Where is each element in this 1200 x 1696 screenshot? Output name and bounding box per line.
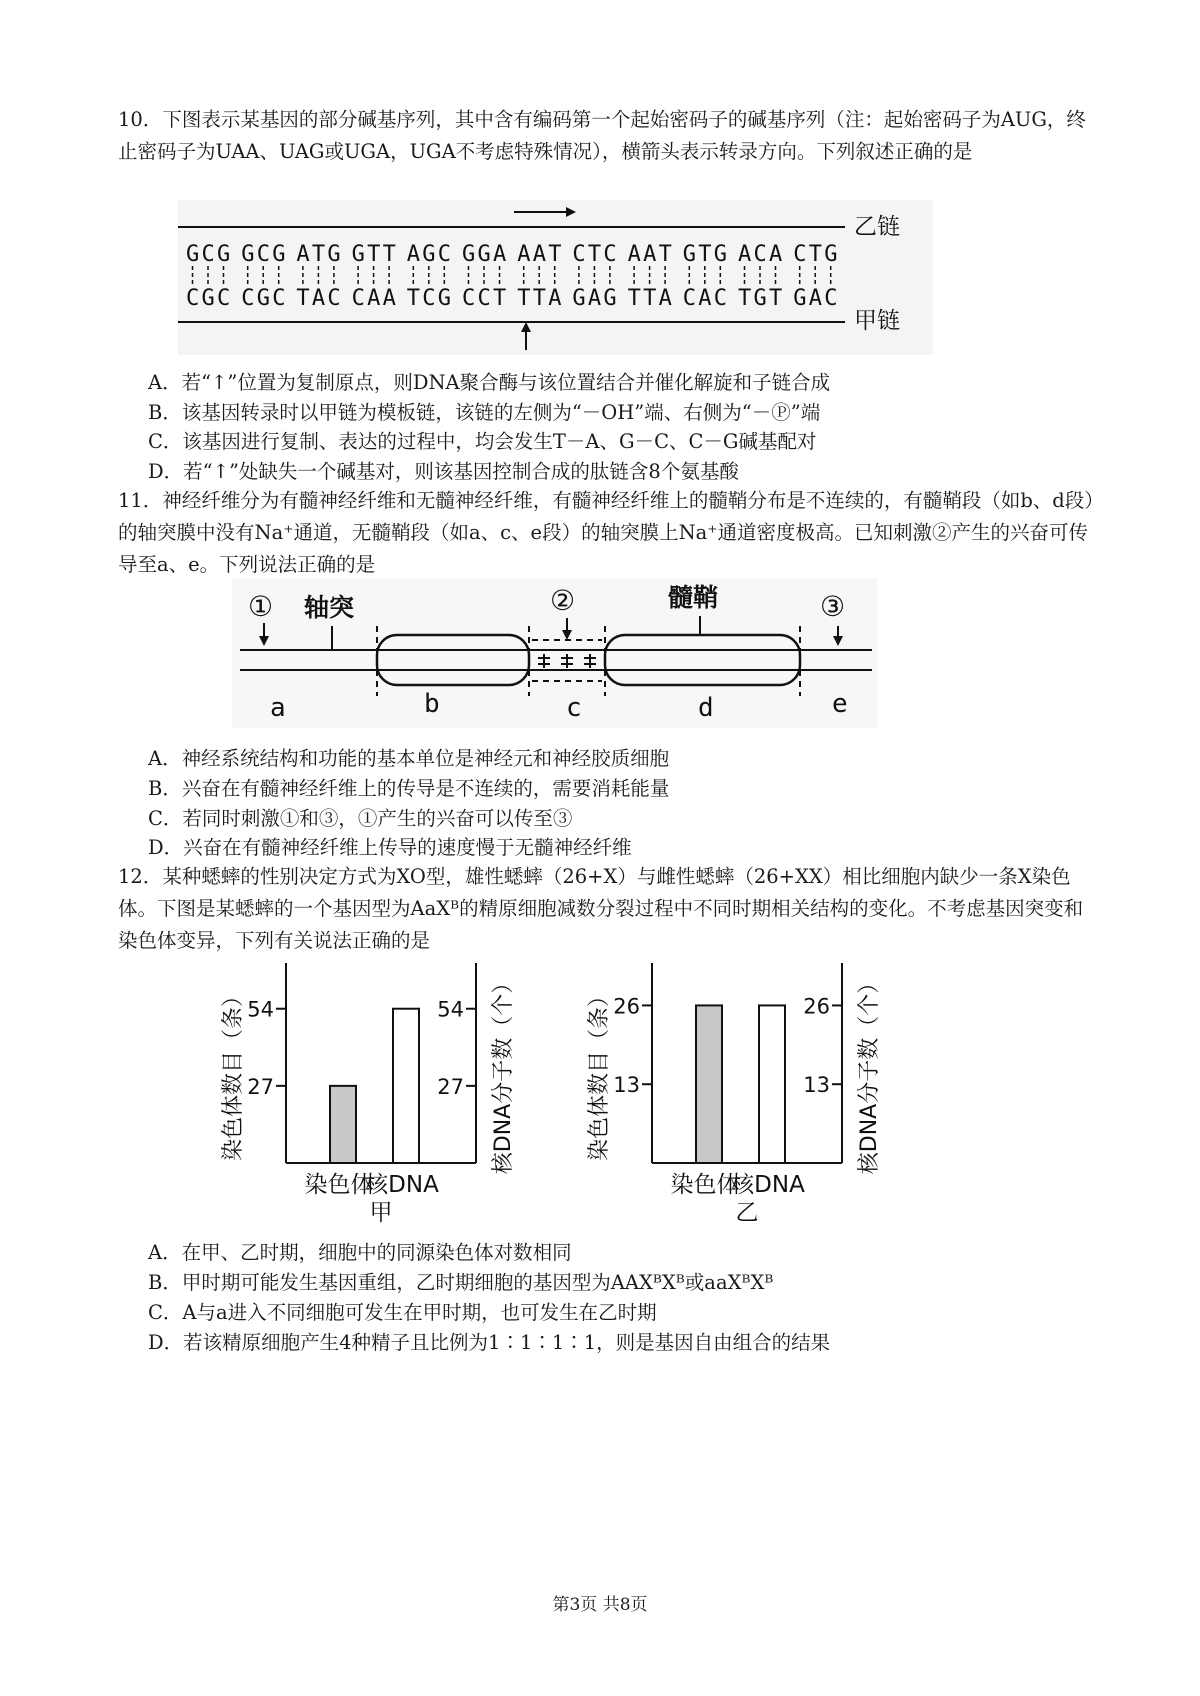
tick-label-left: 27: [247, 1074, 274, 1099]
base-top: G: [682, 242, 697, 267]
base-top: C: [572, 242, 586, 267]
base-top: C: [437, 242, 452, 267]
y-label-right: 核DNA分子数（个）: [857, 971, 882, 1175]
base-top: A: [493, 242, 507, 267]
bar-0: [696, 1005, 722, 1163]
q10-option-b[interactable]: B．该基因转录时以甲链为模板链，该链的左侧为“－OH”端、右侧为“－Ⓟ”端: [148, 401, 821, 424]
base-top: T: [658, 242, 672, 267]
base-top: G: [241, 242, 255, 267]
bar-1: [759, 1005, 785, 1163]
category-label: 染色体: [304, 1172, 374, 1198]
base-bottom: G: [201, 286, 215, 311]
base-bottom: C: [824, 286, 838, 311]
base-bottom: C: [327, 286, 341, 311]
base-top: T: [808, 242, 822, 267]
base-top: A: [738, 242, 752, 267]
bottom-strand-label: 甲链: [854, 308, 900, 334]
q10-option-d[interactable]: D．若“↑”处缺失一个碱基对，则该基因控制合成的肽链含8个氨基酸: [148, 460, 739, 483]
bar-0: [330, 1086, 356, 1163]
bar-1: [393, 1009, 419, 1163]
base-top: A: [643, 242, 657, 267]
base-top: T: [382, 242, 396, 267]
segment-b-label: b: [424, 689, 440, 719]
base-bottom: A: [698, 286, 712, 311]
base-top: G: [327, 242, 341, 267]
category-label: 核DNA: [365, 1172, 439, 1198]
base-top: G: [186, 242, 200, 267]
base-top: G: [217, 242, 231, 267]
base-bottom: G: [793, 286, 807, 311]
q11-option-c[interactable]: C．若同时刺激①和③，①产生的兴奋可以传至③: [148, 807, 573, 830]
base-bottom: A: [367, 286, 381, 311]
base-bottom: C: [217, 286, 231, 311]
base-top: G: [422, 242, 436, 267]
base-bottom: C: [713, 286, 728, 311]
tick-label-right: 26: [803, 994, 830, 1019]
base-bottom: G: [753, 286, 767, 311]
q12-option-b[interactable]: B．甲时期可能发生基因重组，乙时期细胞的基因型为AAXᴮXᴮ或aaXᴮXᴮ: [148, 1271, 774, 1294]
base-bottom: C: [241, 286, 255, 311]
tick-label-left: 54: [247, 997, 274, 1022]
base-bottom: T: [296, 286, 310, 311]
q12-stem: 12．某种蟋蟀的性别决定方式为XO型，雄性蟋蟀（26+X）与雌性蟋蟀（26+XX）相比细胞内缺少一条X染色体。下图是某蟋蟀的一个基因型为AaXᴮ的精原细胞减数分裂过程中不同时期相关结构的变化。不考虑基因突变和染色体变异，下列有关说法正确的是: [118, 865, 1084, 952]
base-top: A: [769, 242, 783, 267]
base-bottom: G: [572, 286, 586, 311]
base-top: A: [517, 242, 531, 267]
base-top: T: [367, 242, 381, 267]
q12-option-d[interactable]: D．若该精原细胞产生4种精子且比例为1∶1∶1∶1，则是基因自由组合的结果: [148, 1331, 831, 1354]
base-bottom: G: [437, 286, 452, 311]
base-bottom: C: [477, 286, 491, 311]
q10-option-a[interactable]: A．若“↑”位置为复制原点，则DNA聚合酶与该位置结合并催化解旋和子链合成: [148, 371, 831, 394]
base-bottom: C: [186, 286, 200, 311]
base-top: A: [627, 242, 641, 267]
base-bottom: G: [603, 286, 617, 311]
base-top: C: [256, 242, 270, 267]
segment-a-label: a: [270, 693, 286, 723]
chart-title: 甲: [369, 1200, 393, 1226]
category-label: 染色体: [670, 1172, 740, 1198]
page-footer: 第3页 共8页: [552, 1595, 648, 1615]
stim-2-label: ②: [550, 584, 576, 617]
base-top: A: [296, 242, 310, 267]
stim-1-label: ①: [248, 590, 274, 623]
base-top: G: [351, 242, 365, 267]
q10-option-c[interactable]: C．该基因进行复制、表达的过程中，均会发生T－A、G－C、C－G碱基配对: [148, 430, 817, 453]
q11-option-a[interactable]: A．神经系统结构和功能的基本单位是神经元和神经胶质细胞: [148, 747, 670, 770]
base-bottom: T: [532, 286, 546, 311]
category-label: 核DNA: [731, 1172, 805, 1198]
base-top: C: [201, 242, 215, 267]
y-label-left: 染色体数目（条）: [221, 984, 246, 1162]
y-label-right: 核DNA分子数（个）: [491, 971, 516, 1175]
base-top: T: [698, 242, 712, 267]
base-bottom: T: [769, 286, 783, 311]
base-top: G: [272, 242, 286, 267]
q12-option-c[interactable]: C．A与a进入不同细胞可发生在甲时期，也可发生在乙时期: [148, 1301, 657, 1324]
q11-option-d[interactable]: D．兴奋在有髓神经纤维上传导的速度慢于无髓神经纤维: [148, 836, 632, 859]
base-bottom: C: [272, 286, 286, 311]
chart-yi: [584, 958, 894, 1228]
q11-option-b[interactable]: B．兴奋在有髓神经纤维上的传导是不连续的，需要消耗能量: [148, 777, 670, 800]
base-bottom: A: [658, 286, 672, 311]
q10-stem: 10．下图表示某基因的部分碱基序列，其中含有编码第一个起始密码子的碱基序列（注：起始密码子为AUG，终止密码子为UAA、UAG或UGA，UGA不考虑特殊情况），横箭头表示转录方向。下列叙述正确的是: [118, 108, 1086, 163]
base-top: G: [713, 242, 728, 267]
base-top: G: [462, 242, 476, 267]
base-bottom: T: [643, 286, 657, 311]
axon-label: 轴突: [304, 593, 355, 622]
base-bottom: T: [627, 286, 641, 311]
chart-jia: [218, 958, 528, 1228]
base-bottom: C: [422, 286, 436, 311]
base-top: C: [793, 242, 807, 267]
q12-option-a[interactable]: A．在甲、乙时期，细胞中的同源染色体对数相同: [148, 1241, 572, 1264]
tick-label-left: 26: [613, 994, 640, 1019]
chart-title: 乙: [735, 1200, 759, 1226]
base-top: A: [532, 242, 546, 267]
base-bottom: C: [351, 286, 365, 311]
base-top: A: [406, 242, 421, 267]
base-bottom: C: [462, 286, 476, 311]
tick-label-right: 54: [437, 997, 464, 1022]
base-bottom: A: [382, 286, 396, 311]
base-bottom: T: [738, 286, 752, 311]
base-bottom: A: [548, 286, 562, 311]
segment-d-label: d: [698, 693, 714, 723]
y-label-left: 染色体数目（条）: [587, 984, 612, 1162]
base-top: C: [603, 242, 617, 267]
base-bottom: A: [587, 286, 602, 311]
base-top: G: [824, 242, 838, 267]
q10-dna-figure: [178, 200, 933, 355]
q11-stem: 11．神经纤维分为有髓神经纤维和无髓神经纤维，有髓神经纤维上的髓鞘分布是不连续的，有髓鞘段（如b、d段）的轴突膜中没有Na⁺通道，无髓鞘段（如a、c、e段）的轴突膜上Na⁺通道密度极高。已知刺激②产生的兴奋可传导至a、e。下列说法正确的是: [118, 489, 1095, 576]
base-top: C: [753, 242, 767, 267]
tick-label-right: 27: [437, 1074, 464, 1099]
myelin-label: 髓鞘: [668, 583, 719, 612]
top-strand-label: 乙链: [854, 214, 900, 240]
base-top: T: [548, 242, 562, 267]
base-bottom: T: [406, 286, 421, 311]
base-bottom: T: [493, 286, 507, 311]
tick-label-left: 13: [613, 1073, 640, 1098]
base-bottom: A: [808, 286, 822, 311]
base-bottom: C: [682, 286, 697, 311]
base-top: T: [587, 242, 602, 267]
base-bottom: G: [256, 286, 270, 311]
tick-label-right: 13: [803, 1073, 830, 1098]
stim-3-label: ③: [820, 590, 846, 623]
base-top: T: [311, 242, 326, 267]
base-bottom: A: [311, 286, 326, 311]
segment-e-label: e: [832, 689, 848, 719]
base-bottom: T: [517, 286, 531, 311]
segment-c-label: c: [566, 693, 582, 723]
base-top: G: [477, 242, 491, 267]
q11-nerve-figure: [232, 578, 877, 728]
